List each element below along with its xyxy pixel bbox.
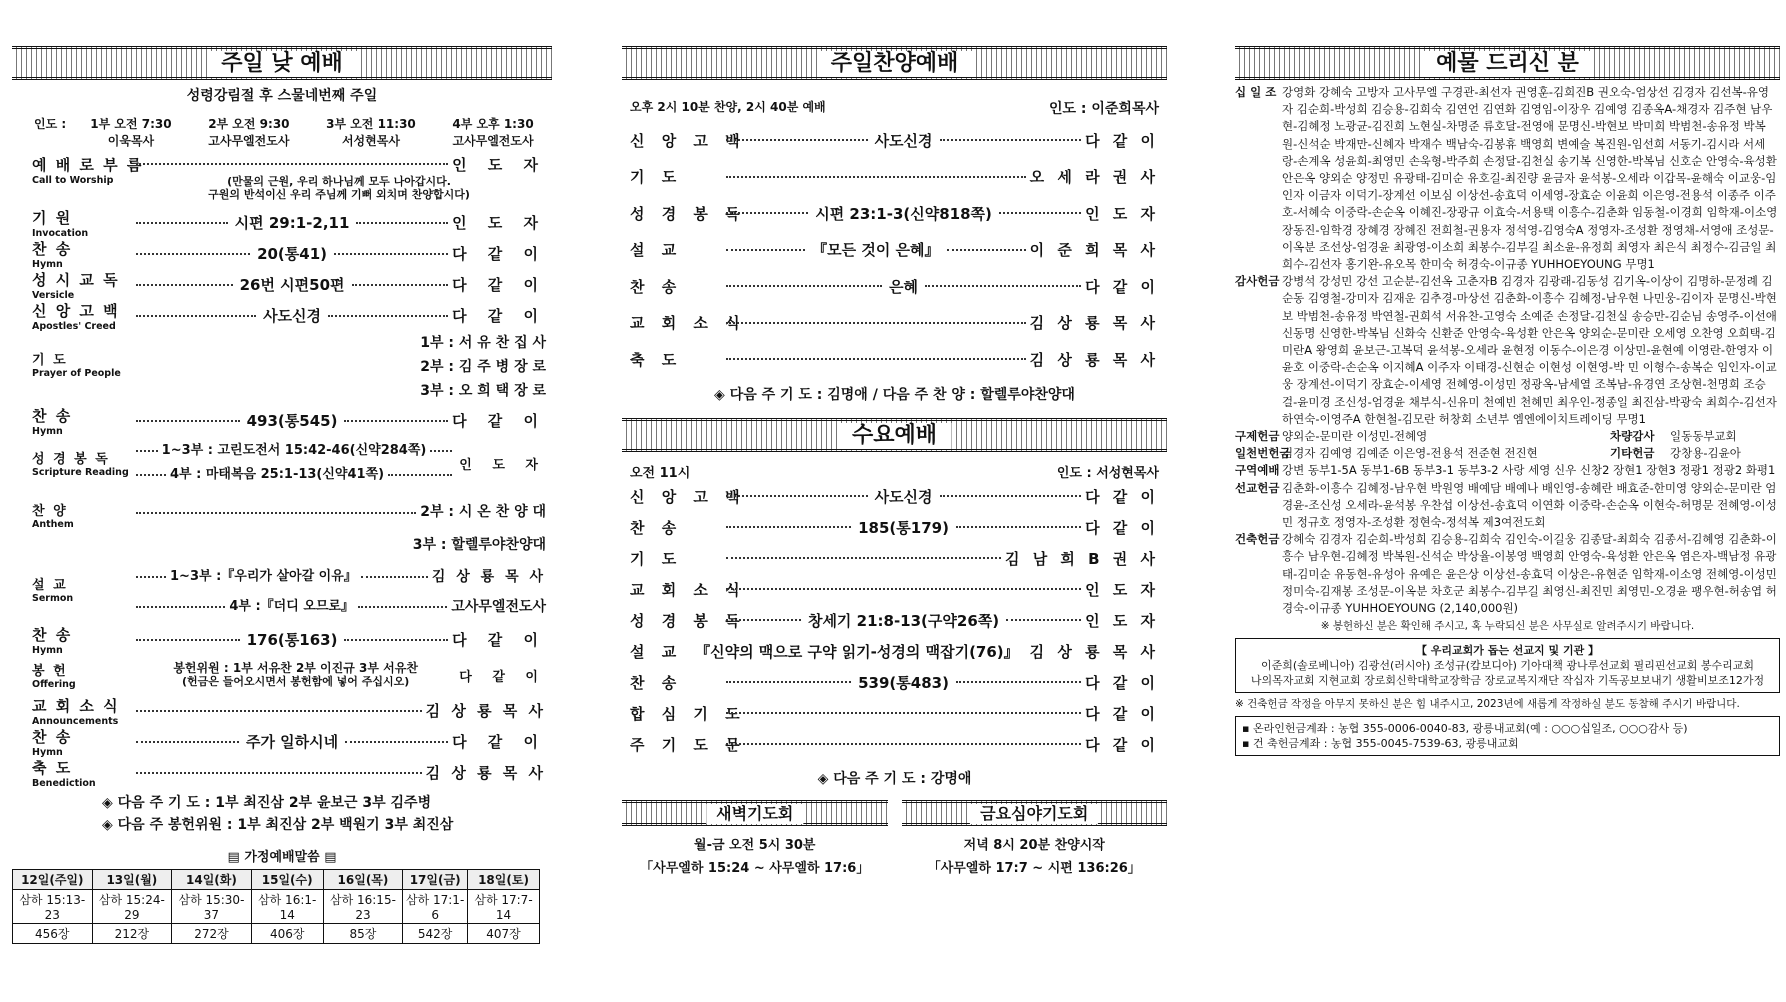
order-person: 다 같 이 [1085, 704, 1159, 723]
offering-row: 봉 헌 Offering 봉헌위원 : 1부 서유찬 2부 이진규 3부 서유찬 (헌금은 들어오시면서 봉헌함에 넣어 주십시오) 다 같 이 [32, 661, 546, 690]
mission-box [1235, 638, 1780, 693]
tithe-list: 십 일 조 강영화 강혜숙 고방자 고사무엘 구경관-최선자 권영훈-김희진B 권오숙-엄상선 김경자 김선복-유영자 김순희-박성희 김승용-김희숙 김연언 김연화 김영임-이장우 김예영 김종옥A-채경자 김주현 남우현-김혜정 노광균-김진희 노현실-차명준 류호달-전영애 문명신-박현보 박미희 박범천-송유정 박복원-신석순 박재만-신혜자 박재수 백남숙-김봉휴 백영희 변예술 복진원-임선희 서동기-김시라 서세랑-손계옥 성윤희-최영민 손욱형-박주희 손정달-김천실 송기복 신영한-박복님 신호순 안영숙-육성환 안은옥 양외순 양정민 유광태-김미순 유호길-최진량 윤금자 윤석봉-오세라 이갑목-윤해숙 이교웅-임인자 이금자 이덕기-장계선 이보심 이상선-송효덕 이세영-장효순 이윤희 이은영-전용석 이종주 이주호-서혜숙 이중락-손순옥 이혜진-장광규 이효숙-서용택 이흥수-김춘화 임동철-이경희 임학재-이소영 장동진-임학경 장혜경 장혜진 전희철-권용자 정석영-김영숙A 정영자-조성환 정영채-서영애 조성문-이옥분 조선상-엄경윤 최광영-이소희 최봉수-김부길 최소윤-유정희 최영자 최은식 최정수-김금일 최희수-김선자 홍기완-유오목 한미숙 허경숙-이규종 YUHHOEYOUNG 무명1 [1235, 85, 1778, 272]
friday-prayer [902, 800, 1168, 876]
order-value: 창세기 21:8-13(구약26쪽) [807, 611, 1000, 630]
sunday-morning-column [12, 46, 552, 944]
order-row [630, 159, 1159, 196]
order-label: 찬 송 [630, 277, 683, 296]
order-value: 사도신경 [874, 487, 933, 506]
family-days-cell: 15일(수) [251, 870, 323, 890]
family-days-cell: 14일(화) [172, 870, 252, 890]
order-label: 축 도 [630, 350, 683, 369]
order-label: 신 앙 고 백 [630, 487, 746, 506]
family-refs-cell: 삼하 15:30-37 [172, 890, 252, 924]
order-row [630, 195, 1159, 232]
dawn-ref: 「사무엘하 15:24 ~ 사무엘하 17:6」 [640, 860, 870, 876]
confirm-note: ※ 봉헌하신 분은 확인해 주시고, 혹 누락되신 분은 사무실로 알려주시기 바랍니다. [1320, 620, 1695, 633]
order-label: 교 회 소 식 [630, 580, 746, 599]
creed-row: 신 앙 고 백 Apostles' Creed 사도신경 다 같 이 [32, 301, 547, 332]
order-value: 『모든 것이 은혜』 [812, 241, 940, 260]
family-worship-table [12, 869, 540, 944]
order-person: 김 상 룡 목 사 [1029, 350, 1159, 369]
family-refs-cell: 삼하 16:1-14 [251, 890, 323, 924]
order-label: 교 회 소 식 [630, 314, 746, 333]
order-label: 성 경 봉 독 [630, 611, 746, 630]
mission-title: 【 우리교회가 돕는 선교지 및 기관 】 [1415, 644, 1600, 658]
afternoon-leader: 인도 : 이준희목사 [1048, 101, 1159, 117]
order-row [630, 232, 1159, 269]
family-refs-cell: 삼하 15:24-29 [92, 890, 172, 924]
service-times [12, 115, 552, 149]
order-person: 인 도 자 [1085, 611, 1159, 630]
hymn-row-1: 찬 송 Hymn 20(통41) 다 같 이 [32, 239, 546, 270]
order-person: 김 상 룡 목 사 [1029, 314, 1159, 333]
wednesday-header [622, 418, 1167, 452]
order-row [630, 729, 1159, 760]
benediction-row: 축 도 Benediction 김 상 룡 목 사 [32, 758, 546, 789]
family-refs-cell: 삼하 15:13-23 [13, 890, 93, 924]
order-row [630, 574, 1159, 605]
anthem-row: 찬 양 Anthem 2부 : 시 온 찬 양 대 3부 : 할렐루야찬양대 [32, 504, 546, 553]
family-worship-title: ▤ 가정예배말씀 ▤ [227, 850, 337, 865]
offerings-title: 예물 드리신 분 [1422, 51, 1593, 77]
prayer-row: 기 도 Prayer of People 1부 : 서 유 찬 집 사 2부 : 김 주 병 장 로 3부 : 오 희 택 장 로 [32, 335, 546, 399]
wednesday-next: ◈ 다음 주 기 도 : 강명애 [817, 770, 972, 787]
service-4: 4부 오후 1:30 고사무엘전도사 [452, 117, 534, 148]
announcements-row: 교 회 소 식 Announcements 김 상 룡 목 사 [32, 696, 546, 727]
dawn-prayer [622, 800, 888, 876]
order-label: 성 경 봉 독 [630, 204, 746, 223]
order-value: 『신약의 맥으로 구약 읽기-성경의 맥잡기(76)』 [695, 642, 1019, 661]
order-row [630, 268, 1159, 305]
order-value: 사도신경 [874, 131, 933, 150]
order-person: 김 상 룡 목 사 [1029, 642, 1159, 661]
order-person: 이 준 희 목 사 [1029, 241, 1160, 260]
family-refs-cell: 삼하 17:7-14 [468, 890, 540, 924]
order-of-worship [12, 207, 552, 788]
order-person: 오 세 라 권 사 [1029, 168, 1159, 187]
family-hymns-cell: 407장 [468, 924, 540, 944]
mission-line-2: 나의목자교회 지현교회 장로회신학대학교장학금 장로교복지재단 작십자 기독공보보내기 생활비보조12가정 [1250, 674, 1765, 688]
scripture-row: 성 경 봉 독 Scripture Reading 1~3부 : 고린도전서 15:42-46(신약284쪽) 4부 : 마태복음 25:1-13(신약41쪽) 인 도 자 [32, 443, 546, 482]
building-note: ※ 건축헌금 작정을 아무지 못하신 분은 힘 내주시고, 2023년에 새롭게 작정하실 분도 동참해 주시기 바랍니다. [1235, 698, 1740, 711]
order-label: 기 도 [630, 168, 683, 187]
service-2: 2부 오전 9:30 고사무엘전도사 [208, 117, 290, 148]
online-account: ▪ 온라인헌금계좌 : 농협 355-0006-0040-83, 광릉내교회(예 : ○○○십일조, ○○○감사 등) [1242, 722, 1688, 736]
order-label: 합 심 기 도 [630, 704, 746, 723]
family-hymns-cell: 85장 [323, 924, 403, 944]
family-days-cell: 13일(월) [92, 870, 172, 890]
wednesday-title: 수요예배 [838, 423, 951, 449]
hymn-row-3: 찬 송 Hymn 176(통163) 다 같 이 [32, 625, 546, 656]
order-person: 김 남 희 B 권 사 [1005, 549, 1159, 568]
order-person: 다 같 이 [1085, 131, 1160, 150]
order-row [630, 341, 1159, 378]
order-row [630, 605, 1159, 636]
order-value: 시편 23:1-3(신약818쪽) [815, 204, 992, 223]
cell-list: 구역예배 강변 동부1-5A 동부1-6B 동부3-1 동부3-2 사랑 세영 신우 신창2 장현1 장현3 정광1 정광2 화평1 [1235, 463, 1776, 478]
family-refs-cell: 삼하 16:15-23 [323, 890, 403, 924]
order-person: 인 도 자 [1085, 580, 1159, 599]
order-label: 찬 송 [630, 673, 683, 692]
friday-title: 금요심야기도회 [970, 804, 1098, 824]
family-hymns-cell: 272장 [172, 924, 252, 944]
family-days-cell: 16일(목) [323, 870, 403, 890]
next-prayer: ◈ 다음 주 기 도 : 1부 최진삼 2부 윤보근 3부 김주병 [102, 795, 432, 811]
versicle-row: 성 시 교 독 Versicle 26번 시편50편 다 같 이 [32, 270, 547, 301]
family-hymns-cell: 406장 [251, 924, 323, 944]
leader-label: 인도 : [34, 117, 67, 131]
afternoon-column [622, 46, 1167, 876]
wednesday-leader: 인도 : 서성현목사 [1056, 465, 1159, 481]
hymn-row-2: 찬 송 Hymn 493(통545) 다 같 이 [32, 406, 546, 437]
mission-line-1: 이준희(솔로베니아) 김광선(러시아) 조성규(캄보디아) 기아대책 광나루선교회 필리핀선교회 봉수리교회 [1260, 659, 1755, 673]
order-row [630, 122, 1159, 159]
prayer-meetings [622, 800, 1167, 876]
order-row [630, 481, 1159, 512]
offerings-header [1235, 46, 1780, 80]
offerings-column [1235, 46, 1780, 756]
hymn-row-4: 찬 송 Hymn 주가 일하시네 다 같 이 [32, 727, 546, 758]
order-row [630, 636, 1159, 667]
friday-time: 저녁 8시 20분 찬양시작 [963, 837, 1105, 853]
account-box [1235, 716, 1780, 756]
order-label: 기 도 [630, 549, 683, 568]
order-person: 다 같 이 [1085, 518, 1159, 537]
sunday-morning-header [12, 46, 552, 80]
dawn-title: 새벽기도회 [706, 804, 803, 824]
building-account: ▪ 건 축헌금계좌 : 농협 355-0045-7539-63, 광릉내교회 [1242, 737, 1519, 751]
dawn-time: 월-금 오전 5시 30분 [694, 837, 816, 853]
afternoon-time: 오후 2시 10분 찬양, 2시 40분 예배 [630, 100, 826, 114]
family-days-cell: 12일(주일) [13, 870, 93, 890]
order-person: 다 같 이 [1085, 487, 1160, 506]
order-row [630, 305, 1159, 342]
sermon-row: 설 교 Sermon 1~3부 :『우리가 살아갈 이유』 김 상 룡 목 사 4부 :『더디 오므로』 고사무엘전도사 [32, 569, 547, 615]
call-to-worship: 예 배 로 부 름 인 도 자 Call to Worship (만물의 근원, 우리 하나님께 모두 나아갑시다. 구원의 반석이신 우리 주님께 기뻐 외치며 찬양합시다) [32, 155, 546, 201]
thousand-list: 일천번헌금 김경자 김예영 김예준 이은영-전용석 전준현 전진현 기타헌금 강창용-김윤아 [1235, 446, 1741, 461]
mission-list: 선교헌금 김춘화-이흥수 김혜정-남우현 박원영 배예담 배예나 배인영-송혜란 배효준-한미영 양외순-문미란 엄경윤-조신성 오세라-윤석봉 우찬섭 이상선-송효덕 이연화 이중락-손순옥 이현숙-허명문 전혜영-이성민 정규호 정영자-조성환 정현숙-정석복 제3여전도회 [1235, 480, 1777, 530]
offerings-list [1235, 84, 1780, 617]
order-value: 539(통483) [858, 673, 949, 692]
family-days-cell: 17일(금) [403, 870, 468, 890]
afternoon-order [622, 122, 1167, 378]
order-label: 신 앙 고 백 [630, 131, 746, 150]
family-refs-cell: 삼하 17:1-6 [403, 890, 468, 924]
building-list: 건축헌금 강혜숙 김경자 김순희-박성희 김승용-김희숙 김인숙-이길웅 김종달-최희숙 김종서-김혜영 김춘화-이흥수 남우현-김혜정 박복원-신석순 박상율-이봉영 백영희 안영숙-육성환 안은옥 염은자-백남정 유광태-김미순 유동현-유성아 유예은 윤은상 이상선-송효덕 이상은-유현준 임학재-이소영 전혜영-이성민 정미숙-김재봉 조성문-이옥분 차호군 최봉수-김부길 최영신-최진민 최영민-오경윤 팽우현-허송엽 허경숙-이규종 YUHHOEYOUNG (2,140,000원) [1235, 532, 1777, 616]
liturgical-subtitle: 성령강림절 후 스물네번째 주일 [186, 88, 378, 104]
order-person: 다 같 이 [1085, 277, 1159, 296]
relief-list: 구제헌금 양외순-문미란 이성민-전혜영 차량감사 일동동부교회 [1235, 429, 1737, 444]
family-hymns-cell: 542장 [403, 924, 468, 944]
order-row [630, 667, 1159, 698]
afternoon-title: 주일찬양예배 [817, 51, 973, 77]
service-3: 3부 오전 11:30 서성현목사 [326, 117, 416, 148]
order-label: 설 교 [630, 642, 683, 661]
afternoon-header [622, 46, 1167, 80]
service-1: 1부 오전 7:30 이욱목사 [90, 117, 172, 148]
order-row [630, 698, 1159, 729]
order-label: 주 기 도 문 [630, 735, 746, 754]
order-label: 찬 송 [630, 518, 683, 537]
wednesday-order [622, 481, 1167, 760]
order-person: 다 같 이 [1085, 673, 1159, 692]
wednesday-time: 오전 11시 [630, 465, 691, 481]
thanks-list: 감사헌금 강병석 강성민 강선 고순분-김선옥 고춘자B 김경자 김광래-김동성 김기옥-이상이 김명하-문정례 김순동 김영철-강미자 김재운 김추경-마상선 김춘화-이흥수 김혜정-남우현 나민웅-김이자 문명신-박현보 박범천-송유정 박연철-권희석 서유찬-고영숙 소예준 손정달-김천실 송승만-김순님 송영주-이선애 신동명 신영한-박복님 신화숙 신환준 안영숙-육성환 안은옥 양외순-문미란 오세영 오찬영 오희택-김미란A 왕영희 윤보근-고복덕 윤석봉-오세라 윤현정 이동수-이은경 이상민-윤현예 이영란-한영자 이윤호 이중락-손순옥 이지혜A 이주자 이태경-신현순 이현성 이현영-박 민 이형수-송복순 임인자-이교웅 장계선-이덕기 장효순-이세영 전혜영-이성민 정광옥-남세열 조복남-유경연 조상현-천명희 조승걸-윤미경 조신성-엄경윤 채부식-신유미 천예빈 천혜민 최우인-정종일 최진삼-박광숙 최희수-김선자 하연숙-이영주A 한현철-김모란 허창회 소년부 엠엔에이치트레이딩 무명1 [1235, 274, 1777, 426]
invocation-row: 기 원 Invocation 시편 29:1-2,11 인 도 자 [32, 208, 547, 239]
family-hymns-cell: 456장 [13, 924, 93, 944]
order-value: 185(통179) [858, 518, 949, 537]
next-offering: ◈ 다음 주 봉헌위원 : 1부 최진삼 2부 백원기 3부 최진삼 [102, 817, 454, 833]
order-value: 은혜 [889, 277, 919, 296]
order-person: 인 도 자 [1085, 204, 1159, 223]
order-person: 다 같 이 [1085, 735, 1159, 754]
afternoon-next: ◈ 다음 주 기 도 : 김명애 / 다음 주 찬 양 : 할렐루야찬양대 [714, 386, 1075, 403]
order-row [630, 543, 1159, 574]
order-row [630, 512, 1159, 543]
friday-ref: 「사무엘하 17:7 ~ 시편 136:26」 [927, 860, 1141, 876]
sunday-morning-title: 주일 낮 예배 [207, 51, 357, 77]
family-days-cell: 18일(토) [468, 870, 540, 890]
family-hymns-cell: 212장 [92, 924, 172, 944]
order-label: 설 교 [630, 241, 683, 260]
